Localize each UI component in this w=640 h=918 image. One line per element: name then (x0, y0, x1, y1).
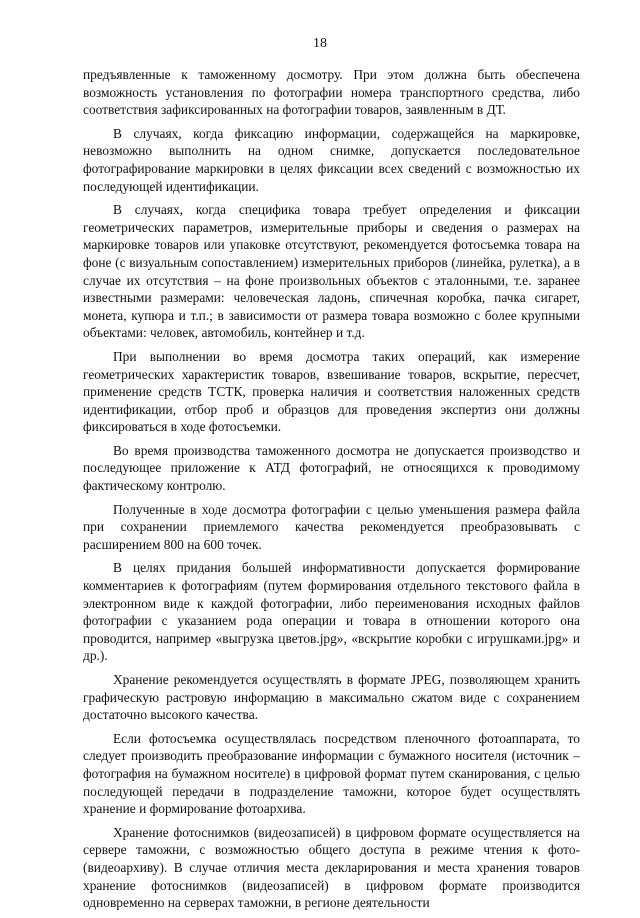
paragraph: предъявленные к таможенному досмотру. При этом должна быть обеспечена возможность установления по фотографии номера транспортного средства, либо соответствия зафиксированных на фотографии товаров, заявленным в ДТ. (83, 67, 580, 118)
paragraph: Хранение фотоснимков (видеозаписей) в цифровом формате осуществляется на сервере таможни, с возможностью общего доступа в режиме чтения к фото- (видеоархиву). В случае отличия места декларирования и места хранения товаров хранение фотоснимков (видеозаписей) в цифровом формате производится одновременно на серверах таможни, в регионе деятельности (83, 824, 580, 911)
paragraph: Хранение рекомендуется осуществлять в формате JPEG, позволяющем хранить графическую растровую информацию в максимально сжатом виде с сохранением достаточно высокого качества. (83, 672, 580, 723)
paragraph: В случаях, когда фиксацию информации, содержащейся на маркировке, невозможно выполнить на одном снимке, допускается последовательное фотографирование маркировки в целях фиксации всех сведений с возможностью их последующей идентификации. (83, 125, 580, 194)
paragraph: В целях придания большей информативности допускается формирование комментариев к фотографиям (путем формирования отдельного текстового файла в электронном виде к каждой фотографии, либо переименования исходных файлов фотографии с указанием рода операции и товара в отношении которого она проводится, например «выгрузка цветов.jpg», «вскрытие коробки с игрушками.jpg» и др.). (83, 560, 580, 664)
paragraph: Если фотосъемка осуществлялась посредством пленочного фотоаппарата, то следует производить преобразование информации с бумажного носителя (источник – фотография на бумажном носителе) в цифровой формат путем сканирования, с целью последующей передачи в подразделение таможни, которое будет осуществлять хранение и формирование фотоархива. (83, 730, 580, 817)
page-body (83, 66, 580, 918)
page-number: 18 (313, 36, 327, 51)
paragraph: В случаях, когда специфика товара требует определения и фиксации геометрических параметров, измерительные приборы и сведения о размерах на маркировке товаров или упаковке отсутствуют, рекомендуется фотосъемка товара на фоне (с визуальным сопоставлением) измерительных приборов (линейка, рулетка), а в случае их отсутствия – на фоне произвольных объектов с эталонными, т.е. заранее известными размерами: человеческая ладонь, спичечная коробка, пачка сигарет, монета, купюра и т.п.; в зависимости от размера товара возможно с более крупными объектами: человек, автомобиль, контейнер и т.д. (83, 202, 580, 341)
paragraph: Полученные в ходе досмотра фотографии с целью уменьшения размера файла при сохранении приемлемого качества рекомендуется преобразовывать с расширением 800 на 600 точек. (83, 501, 580, 552)
paragraph: Во время производства таможенного досмотра не допускается производство и последующее приложение к АТД фотографий, не относящихся к проводимому фактическому контролю. (83, 442, 580, 494)
paragraph: При выполнении во время досмотра таких операций, как измерение геометрических характеристик товаров, взвешивание товаров, вскрытие, пересчет, применение средств ТСТК, проверка наличия и соответствия наложенных средств идентификации, отбор проб и образцов для проведения экспертиз они должны фиксироваться в ходе фотосъемки. (83, 348, 580, 435)
